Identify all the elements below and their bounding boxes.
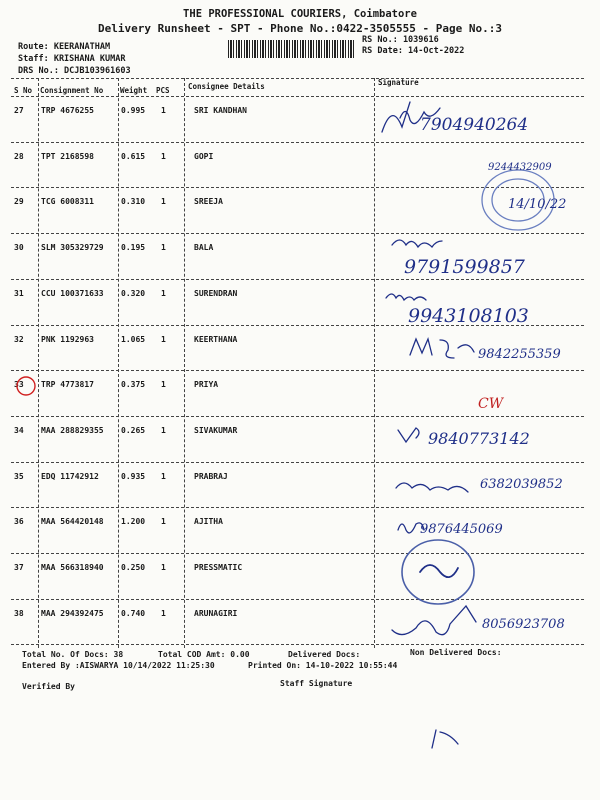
row-weight: 0.615 [121, 151, 146, 161]
row-consignee-name: SURENDRAN [194, 288, 238, 298]
row-consignee-name: KEERTHANA [194, 334, 238, 344]
verified-by: Verified By [22, 682, 75, 691]
pen-stroke [432, 730, 458, 748]
handwritten-phone: 6382039852 [480, 477, 563, 492]
staff-label: Staff: KRISHANA KUMAR [18, 54, 126, 64]
handwritten-mark: CW [478, 396, 504, 412]
row-consignee-name: PRABRAJ [194, 471, 228, 481]
row-pcs: 1 [161, 106, 166, 115]
row-consignment-no: TRP 4676255 [41, 106, 94, 115]
rs-no-label: RS No.: 1039616 [362, 35, 439, 45]
staff-signature: Staff Signature [280, 679, 353, 688]
row-pcs: 1 [161, 563, 166, 572]
row-weight: 1.200 [121, 517, 146, 527]
company-title: THE PROFESSIONAL COURIERS, Coimbatore [183, 8, 417, 20]
drs-label: DRS No.: DCJB103961603 [18, 66, 131, 76]
handwritten-phone: 9842255359 [478, 347, 561, 362]
row-consignee-name: PRIYA [194, 380, 219, 390]
row-sno: 34 [14, 425, 24, 435]
delivered-docs: Delivered Docs: [288, 650, 361, 659]
row-pcs: 1 [161, 425, 166, 435]
row-pcs: 1 [161, 471, 166, 481]
route-label: Route: KEERANATHAM [18, 42, 111, 52]
row-consignee-name: BALA [194, 243, 214, 253]
entered-by: Entered By :AISWARYA 10/14/2022 11:25:30 [22, 661, 215, 670]
row-weight: 0.995 [121, 106, 146, 115]
row-consignee-name: GOPI [194, 151, 214, 161]
row-consignment-no: MAA 564420148 [41, 517, 104, 527]
row-consignee-name: SIVAKUMAR [194, 425, 238, 435]
row-pcs: 1 [161, 243, 166, 253]
row-consignment-no: PNK 1192963 [41, 334, 94, 344]
row-consignment-no: TRP 4773817 [41, 380, 94, 390]
company-stamp [402, 540, 474, 604]
printed-on: Printed On: 14-10-2022 10:55:44 [248, 661, 398, 670]
row-sno: 38 [14, 608, 24, 618]
row-pcs: 1 [161, 517, 166, 527]
row-weight: 0.250 [121, 563, 146, 572]
row-consignment-no: TCG 6008311 [41, 197, 94, 207]
row-weight: 0.740 [121, 608, 146, 618]
row-weight: 0.375 [121, 380, 146, 390]
row-sno: 32 [14, 334, 24, 344]
signature-scribble [392, 606, 476, 635]
col-header-consignee: Consignee Details [188, 82, 265, 91]
handwritten-phone: 9791599857 [404, 256, 525, 278]
row-weight: 1.065 [121, 334, 146, 344]
row-weight: 0.320 [121, 288, 146, 298]
col-header-consignment: Consignment No [40, 86, 104, 95]
row-consignee-name: AJITHA [194, 517, 223, 527]
signature-scribble [410, 339, 474, 358]
row-pcs: 1 [161, 608, 166, 618]
row-consignee-name: ARUNAGIRI [194, 608, 238, 618]
runsheet-title: Delivery Runsheet - SPT - Phone No.:0422-3505555 - Page No.:3 [98, 22, 502, 35]
row-consignee-name: PRESSMATIC [194, 563, 243, 572]
signature-scribble [396, 483, 468, 492]
row-consignment-no: MAA 566318940 [41, 563, 104, 572]
row-sno: 31 [14, 288, 24, 298]
row-consignment-no: MAA 294392475 [41, 608, 104, 618]
red-circle-mark [17, 377, 35, 395]
total-cod: Total COD Amt: 0.00 [158, 650, 250, 659]
handwritten-phone: 9244432909 [488, 162, 552, 173]
handwritten-date: 14/10/22 [508, 197, 567, 212]
signature-scribble [386, 294, 426, 300]
row-sno: 28 [14, 151, 24, 161]
row-sno: 36 [14, 517, 24, 527]
row-consignee-name: SRI KANDHAN [194, 106, 247, 115]
col-header-weight: Weight [120, 86, 148, 95]
row-sno: 37 [14, 563, 24, 572]
row-weight: 0.935 [121, 471, 146, 481]
row-consignee-name: SREEJA [194, 197, 223, 207]
row-sno: 29 [14, 197, 24, 207]
row-weight: 0.195 [121, 243, 146, 253]
row-consignment-no: TPT 2168598 [41, 151, 94, 161]
row-sno: 35 [14, 471, 24, 481]
row-weight: 0.265 [121, 425, 146, 435]
handwritten-phone: 9876445069 [420, 522, 503, 537]
handwritten-phone: 9840773142 [428, 429, 530, 448]
rs-date-label: RS Date: 14-Oct-2022 [362, 46, 465, 56]
signature-scribble [398, 428, 419, 442]
col-header-sno: S No [14, 86, 33, 95]
row-pcs: 1 [161, 197, 166, 207]
row-consignment-no: CCU 100371633 [41, 288, 104, 298]
row-pcs: 1 [161, 334, 166, 344]
row-sno: 33 [14, 380, 24, 390]
total-docs: Total No. Of Docs: 38 [22, 650, 124, 659]
non-delivered-docs: Non Delivered Docs: [410, 648, 502, 657]
row-pcs: 1 [161, 288, 166, 298]
row-pcs: 1 [161, 151, 166, 161]
handwritten-phone: 9943108103 [408, 305, 529, 327]
row-consignment-no: MAA 288829355 [41, 425, 104, 435]
handwritten-phone: 8056923708 [482, 617, 565, 632]
signature-scribble [420, 565, 458, 577]
row-weight: 0.310 [121, 197, 146, 207]
row-pcs: 1 [161, 380, 166, 390]
handwritten-phone: 7904940264 [420, 115, 529, 135]
col-header-signature: Signature [378, 78, 419, 87]
row-consignment-no: SLM 305329729 [41, 243, 104, 253]
row-sno: 27 [14, 106, 24, 115]
col-header-pcs: PCS [156, 86, 170, 95]
row-sno: 30 [14, 243, 24, 253]
signature-scribble [392, 240, 442, 247]
row-consignment-no: EDQ 11742912 [41, 471, 99, 481]
